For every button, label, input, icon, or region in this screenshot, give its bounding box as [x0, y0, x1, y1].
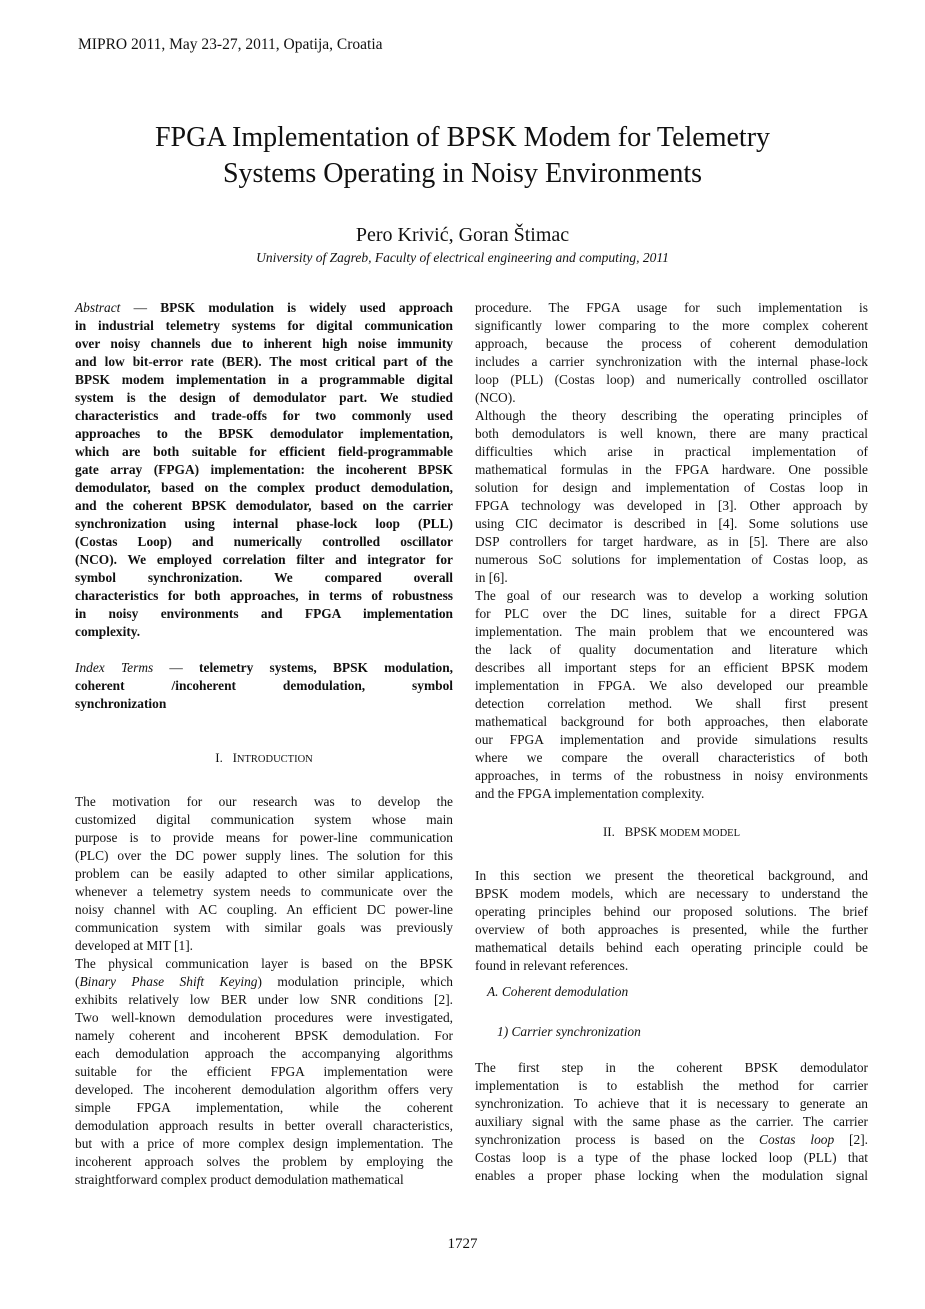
body-text: synchronization process is based on the	[475, 1132, 760, 1147]
body-line: operating principles behind our proposed solutions. The brief	[475, 904, 868, 919]
body-line: for PLC over the DC lines, suitable for a direct FPGA	[475, 606, 868, 621]
body-line: implementation is to establish the method for carrier	[475, 1078, 868, 1093]
abstract-line: characteristics and trade-offs for two commonly used	[75, 408, 453, 423]
title-line-1: FPGA Implementation of BPSK Modem for Telemetry	[154, 122, 771, 153]
body-line: implementation. The main problem that we encountered was	[475, 624, 868, 639]
abstract-label: Abstract	[75, 300, 121, 315]
index-terms-text: telemetry systems, BPSK modulation,	[199, 660, 453, 675]
body-line: difficulties which arise in practical implementation of	[475, 444, 868, 459]
index-terms-dash: —	[153, 660, 200, 675]
left-column	[75, 299, 453, 1189]
index-terms-line	[75, 659, 453, 677]
abstract-line: (Costas Loop) and numerically controlled oscillator	[75, 534, 453, 549]
abstract-line: symbol synchronization. We compared overall	[75, 570, 453, 585]
body-line: DSP controllers for target hardware, as in [5]. There are also	[475, 534, 868, 549]
body-line: The first step in the coherent BPSK demodulator	[475, 1060, 868, 1075]
body-line: In this section we present the theoretical background, and	[475, 868, 868, 883]
index-terms-line: coherent /incoherent demodulation, symbol	[75, 678, 453, 693]
section-heading-introduction	[75, 749, 453, 769]
body-line: in [6].	[475, 570, 508, 585]
intro-paragraph-line: communication system with similar goals was previously	[75, 920, 453, 935]
body-line: the lack of quality documentation and literature which	[475, 642, 868, 657]
right-column	[475, 299, 868, 1185]
subsection-heading: A. Coherent demodulation	[487, 984, 629, 999]
intro-paragraph-line: exhibits relatively low BER under low SNR conditions [2].	[75, 992, 453, 1007]
body-line: approaches, in terms of the robustness in noisy environments	[475, 768, 868, 783]
section-title-rest: MODEM MODEL	[657, 828, 741, 839]
body-line	[475, 1131, 868, 1149]
body-line: mathematical background for both approaches, then elaborate	[475, 714, 868, 729]
abstract-line: BPSK modem implementation in a programmable digital	[75, 372, 453, 387]
body-line: mathematical formulas in the FPGA hardware. One possible	[475, 462, 868, 477]
abstract-line: in industrial telemetry systems for digital communication	[75, 318, 453, 333]
body-line: found in relevant references.	[475, 958, 629, 973]
body-line: synchronization. To achieve that it is necessary to generate an	[475, 1096, 868, 1111]
authors: Pero Krivić, Goran Štimac	[355, 224, 570, 246]
abstract-dash: —	[120, 300, 161, 315]
subsubsection-heading: 1) Carrier synchronization	[497, 1024, 641, 1039]
body-line: mathematical details behind each operating principle could be	[475, 940, 868, 955]
intro-paragraph-line: whenever a telemetry system needs to communicate over the	[75, 884, 453, 899]
title-line-2: Systems Operating in Noisy Environments	[222, 158, 703, 189]
body-line: significantly lower comparing to the more complex coherent	[475, 318, 868, 333]
intro-text: ) modulation principle, which	[257, 974, 453, 989]
abstract-line: approaches to the BPSK demodulator implementation,	[75, 426, 453, 441]
body-line: FPGA technology was developed in [3]. Other approach by	[475, 498, 868, 513]
index-terms-label: Index Terms	[75, 660, 154, 675]
body-line: auxiliary signal with the same phase as the carrier. The carrier	[475, 1114, 868, 1129]
body-line: numerous SoC solutions for implementation of Costas loop, as	[475, 552, 868, 567]
body-line: Although the theory describing the operating principles of	[475, 408, 868, 423]
body-line: procedure. The FPGA usage for such implementation is	[475, 300, 868, 315]
intro-paragraph-line: namely coherent and incoherent BPSK demodulation. For	[75, 1028, 453, 1043]
body-line: enables a proper phase locking when the modulation signal	[475, 1168, 868, 1183]
body-line: where we compare the overall characteristics of both	[475, 750, 868, 765]
body-line: (NCO).	[475, 390, 516, 405]
abstract-line: and low bit-error rate (BER). The most critical part of the	[75, 354, 453, 369]
body-line: overview of both approaches is presented, while the further	[475, 922, 868, 937]
bpsk-expansion: Binary Phase Shift Keying	[79, 974, 258, 989]
body-line: BPSK modem models, which are necessary to understand the	[475, 886, 868, 901]
intro-paragraph-line: customized digital communication system whose main	[75, 812, 453, 827]
intro-paragraph-line	[75, 973, 453, 991]
page-number: 1727	[447, 1236, 478, 1252]
section-title-initial: I	[232, 750, 237, 765]
abstract-line: and the coherent BPSK demodulator, based on the carrier	[75, 498, 453, 513]
body-text: [2].	[834, 1132, 868, 1147]
intro-paragraph-line: but with a price of more complex design implementation. The	[75, 1136, 453, 1151]
affiliation: University of Zagreb, Faculty of electrical engineering and computing, 2011	[256, 250, 669, 265]
paren-open: (	[75, 974, 80, 989]
body-line: solution for design and implementation of Costas loop in	[475, 480, 868, 495]
intro-paragraph-line: each demodulation approach the accompanying algorithms	[75, 1046, 453, 1061]
intro-paragraph-line: developed. The incoherent demodulation algorithm offers very	[75, 1082, 453, 1097]
abstract-text: BPSK modulation is widely used approach	[160, 300, 453, 315]
body-line: describes all important steps for an efficient BPSK modem	[475, 660, 868, 675]
intro-paragraph-line: straightforward complex product demodulation mathematical	[75, 1172, 404, 1187]
section-heading-bpsk-modem-model	[475, 823, 868, 843]
intro-paragraph-line: (PLC) over the DC power supply lines. The solution for this	[75, 848, 453, 863]
intro-paragraph-line: simple FPGA implementation, while the coherent	[75, 1100, 453, 1115]
intro-paragraph-line: purpose is to provide means for power-line communication	[75, 830, 453, 845]
abstract-line: synchronization using internal phase-lock loop (PLL)	[75, 516, 453, 531]
body-line: both demodulators is well known, there are many practical	[475, 426, 868, 441]
intro-paragraph-line: problem can be easily adapted to other similar applications,	[75, 866, 453, 881]
body-line: detection correlation method. We shall first present	[475, 696, 868, 711]
section-number: II.	[602, 824, 615, 839]
intro-paragraph-line: Two well-known demodulation procedures were investigated,	[75, 1010, 453, 1025]
index-terms-line: synchronization	[75, 696, 167, 711]
intro-paragraph-line: The physical communication layer is based on the BPSK	[75, 956, 453, 971]
intro-paragraph-line	[75, 793, 453, 811]
abstract-line: in noisy environments and FPGA implementation	[75, 606, 453, 621]
body-line: implementation in FPGA. We also developed our preamble	[475, 678, 868, 693]
body-line: loop (PLL) (Costas loop) and numerically controlled oscillator	[475, 372, 868, 387]
abstract-line: (NCO). We employed correlation filter and integrator for	[75, 552, 453, 567]
section-number: I.	[215, 750, 223, 765]
abstract-line	[75, 299, 453, 317]
body-line: and the FPGA implementation complexity.	[475, 786, 705, 801]
body-line: Costas loop is a type of the phase locked loop (PLL) that	[475, 1150, 868, 1165]
body-line: approach, because the process of coherent demodulation	[475, 336, 868, 351]
intro-paragraph-line: incoherent approach solves the problem by employing the	[75, 1154, 453, 1169]
section-title-initial: BPSK	[624, 824, 658, 839]
intro-paragraph-line: developed at MIT [1].	[75, 938, 193, 953]
intro-text: The motivation for our research was to develop the	[75, 794, 453, 809]
intro-paragraph-line: demodulation approach results in better overall characteristics,	[75, 1118, 453, 1133]
abstract-line: characteristics for both approaches, in terms of robustness	[75, 588, 453, 603]
body-line: using CIC decimator is described in [4]. Some solutions use	[475, 516, 868, 531]
body-line: The goal of our research was to develop a working solution	[475, 588, 868, 603]
abstract-line: demodulator, based on the complex product demodulation,	[75, 480, 453, 495]
abstract-line: which are both suitable for efficient field-programmable	[75, 444, 453, 459]
abstract-line: gate array (FPGA) implementation: the incoherent BPSK	[75, 462, 453, 477]
paper-title	[0, 120, 925, 192]
intro-paragraph-line: noisy channel with AC coupling. An efficient DC power-line	[75, 902, 453, 917]
section-title-rest: NTRODUCTION	[236, 754, 313, 765]
abstract-line: over noisy channels due to inherent high noise immunity	[75, 336, 453, 351]
intro-paragraph-line: suitable for the efficient FPGA implementation were	[75, 1064, 453, 1079]
body-line: includes a carrier synchronization with the internal phase-lock	[475, 354, 868, 369]
conference-header: MIPRO 2011, May 23-27, 2011, Opatija, Croatia	[78, 36, 383, 53]
costas-loop-term: Costas loop	[759, 1132, 835, 1147]
abstract-line: complexity.	[75, 624, 141, 639]
abstract-line: system is the design of demodulator part. We studied	[75, 390, 453, 405]
body-line: our FPGA implementation and provide simulations results	[475, 732, 868, 747]
